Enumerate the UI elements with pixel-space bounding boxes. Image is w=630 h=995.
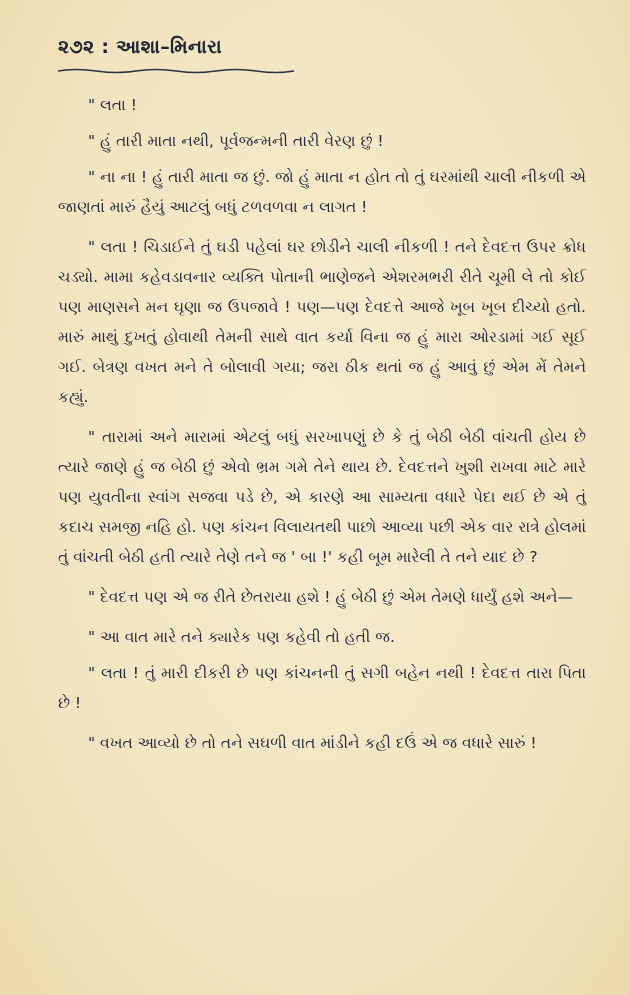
body-text — [58, 90, 586, 768]
paragraph: " આ વાત મારે તને ક્યારેક પણ કહેવી તો હતી જ. — [88, 628, 395, 646]
paragraph: " વખત આવ્યો છે તો તને સઘળી વાત માંડીને કહી દઉં એ જ વધારે સારું ! — [88, 734, 537, 752]
paragraph: " દેવદત્ત પણ એ જ રીતે છેતરાયા હશે ! હું બેઠી છું એમ તેમણે ધાર્યું હશે અને— — [88, 588, 573, 606]
paragraph: " લતા ! તું મારી દીકરી છે પણ કાંચનની તું સગી બહેન નથી ! દેવદત્ત તારા પિતા છે ! — [58, 664, 586, 712]
header-rule — [56, 66, 296, 76]
paragraph: " લતા ! — [88, 96, 137, 114]
running-head: ૨૭૨ : આશા–મિનારા — [58, 36, 222, 58]
paragraph: " લતા ! ચિડાઈને તું ઘડી પહેલાં ઘર છોડીને ચાલી નીકળી ! તને દેવદત્ત ઉપર ક્રોધ ચડ્યો. મામા કહેવડાવનાર વ્યક્તિ પોતાની ભાણેજને એશરમભરી રીતે ચૂમી લે તો કોઈ પણ માણસને મન ઘૃણા જ ઉપજાવે ! પણ—પણ દેવદત્તે આજે ખૂબ ખૂબ દીચ્યો હતો. મારું માથું દુખતું હોવાથી તેમની સાથે વાત કર્યા વિના જ હું મારા ઓરડામાં ગઈ સૂઈ ગઈ. બેત્રણ વખત મને તે બોલાવી ગયા; જરા ઠીક થતાં જ હું આવું છું એમ મેં તેમને કહ્યું. — [58, 238, 586, 406]
paragraph: " તારામાં અને મારામાં એટલું બધું સરખાપણું છે કે તું બેઠી બેઠી વાંચતી હોય છે ત્યારે જાણે હું જ બેઠી છું એવો ભ્રમ ગમે તેને થાય છે. દેવદત્તને ખુશી રાખવા માટે મારે પણ યુવતીના સ્વાંગ સજવા પડે છે, એ કારણે આ સામ્યતા વધારે પેદા થઈ છે એ તું કદાચ સમજી નહિ હો. પણ કાંચન વિલાયતથી પાછો આવ્યા પછી એક વાર રાત્રે હોલમાં તું વાંચતી બેઠી હતી ત્યારે તેણે તને જ ' બા !' કહી બૂમ મારેલી તે તને યાદ છે ? — [58, 428, 586, 566]
paragraph: " ના ના ! હું તારી માતા જ છું. જો હું માતા ન હોત તો તું ઘરમાંથી ચાલી નીકળી એ જાણતાં મારું હૈયું આટલું બધું ટળવળવા ન લાગત ! — [58, 168, 586, 216]
paragraph: " હું તારી માતા નથી, પૂર્વજન્મની તારી વેરણ છું ! — [88, 132, 384, 150]
